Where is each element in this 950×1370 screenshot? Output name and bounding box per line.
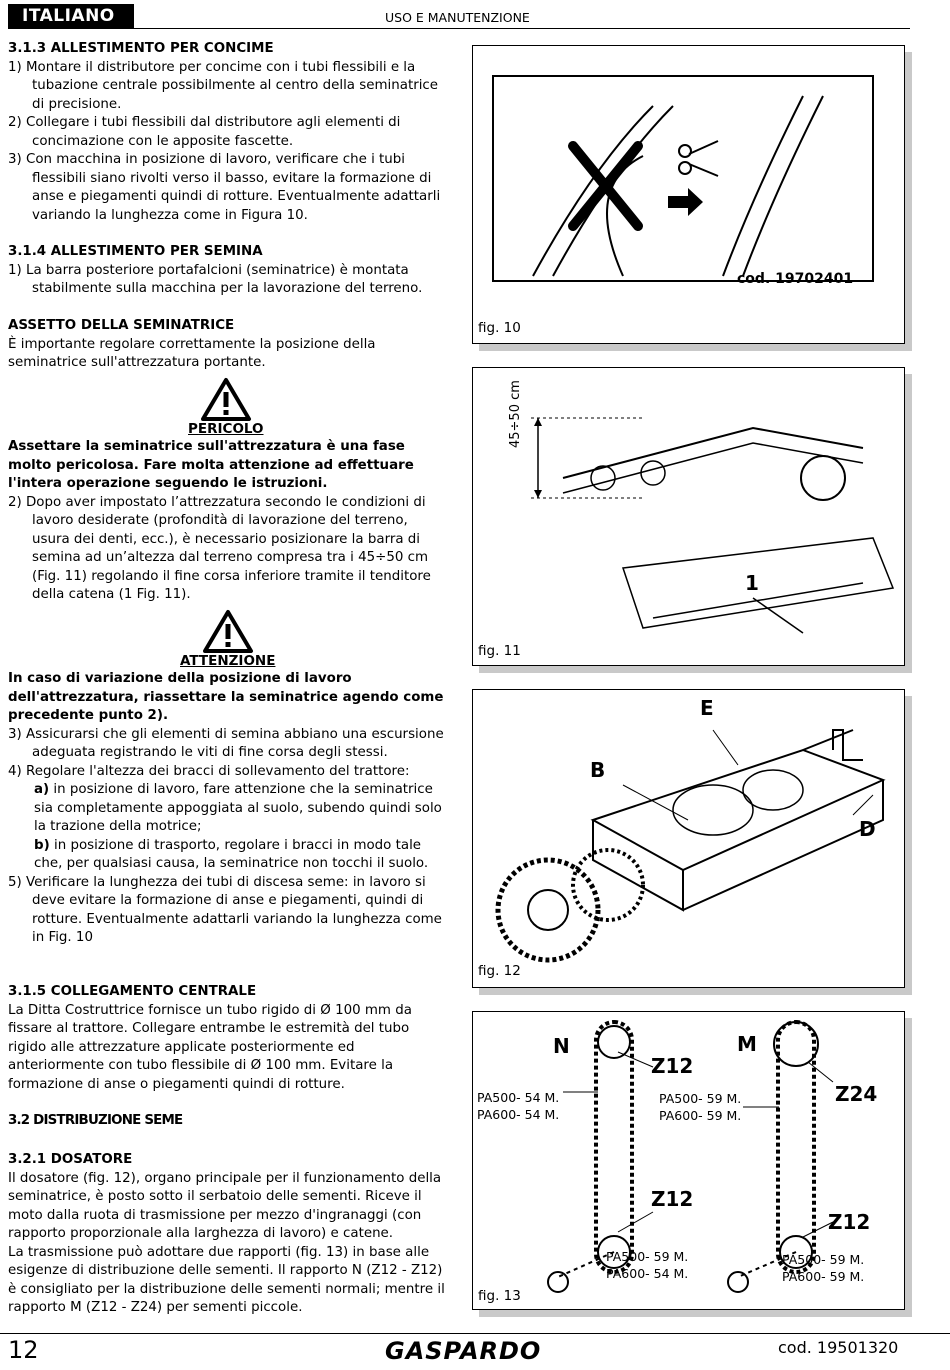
paragraph: 2) Collegare i tubi flessibili dal distributore agli elementi di concimazione con le apposite fascette.	[8, 115, 401, 149]
length-label	[782, 1251, 864, 1285]
section-title: ASSETTO DELLA SEMINATRICE	[8, 318, 235, 333]
warning-triangle-icon	[202, 609, 254, 654]
seed-bar-height-illustration	[473, 368, 904, 665]
length-label: PA500- 59 M.	[659, 1091, 742, 1106]
figure-code: cod. 19702401	[737, 271, 854, 287]
callout-e: E	[700, 696, 714, 720]
paragraph: 5) Verificare la lunghezza dei tubi di discesa seme: in lavoro si deve evitare la formazione di anse e piegamenti, quindi di rotture. Eventualmente adattarli variando la lunghezza come in Fig. 10	[8, 874, 442, 945]
section-3-2	[8, 1112, 448, 1131]
section-title: 3.2.1 DOSATORE	[8, 1152, 133, 1167]
ratio-n-label: N	[553, 1034, 570, 1058]
section-title: 3.2 DISTRIBUZIONE SEME	[8, 1113, 183, 1128]
brand-logo: GASPARDO	[385, 1337, 542, 1365]
figure-label: fig. 11	[478, 643, 521, 659]
seed-metering-unit-illustration	[473, 690, 904, 987]
paragraph: 3) Assicurarsi che gli elementi di semina abbiano una escursione adeguata registrando le viti di fine corsa degli stessi.	[8, 726, 444, 760]
warning-text: In caso di variazione della posizione di lavoro dell'attrezzatura, riassettare la seminatrice agendo come precedente punto 2).	[8, 671, 444, 723]
attenzione-block	[8, 670, 448, 948]
paragraph: È importante regolare correttamente la posizione della seminatrice sull'attrezzatura portante.	[8, 336, 376, 370]
pericolo-block	[8, 438, 448, 605]
length-label: PA500- 54 M.	[477, 1090, 560, 1105]
seed-tube-illustration	[473, 46, 904, 343]
gear-label: Z12	[651, 1054, 694, 1078]
item-text: in posizione di lavoro, fare attenzione che la seminatrice sia completamente appoggiata al suolo, subendo quindi solo la trazione della motrice;	[34, 782, 442, 834]
figure-12	[472, 689, 905, 988]
length-label: PA600- 54 M.	[477, 1107, 560, 1122]
item-label: a)	[34, 782, 50, 797]
paragraph	[8, 837, 448, 874]
length-label	[659, 1090, 741, 1124]
page-number: 12	[8, 1336, 39, 1364]
figure-10	[472, 45, 905, 344]
paragraph: 1) La barra posteriore portafalcioni (seminatrice) è montata stabilmente sulla macchina per la lavorazione del terreno.	[8, 262, 423, 296]
dimension-label: 45÷50 cm	[508, 380, 523, 448]
section-title: 3.1.4 ALLESTIMENTO PER SEMINA	[8, 244, 263, 259]
paragraph: La trasmissione può adottare due rapporti (fig. 13) in base alle esigenze di distribuzione delle sementi. Il rapporto N (Z12 - Z12) è consigliato per la distribuzione delle sementi normali; mentre il rapporto M (Z12 - Z24) per sementi piccole.	[8, 1244, 445, 1315]
section-3-1-5	[8, 983, 448, 1094]
ratio-m-label: M	[737, 1032, 757, 1056]
header-divider	[8, 28, 910, 29]
length-label	[606, 1248, 688, 1282]
length-label: PA600- 59 M.	[782, 1269, 865, 1284]
header-title: USO E MANUTENZIONE	[385, 10, 530, 25]
length-label	[477, 1089, 559, 1123]
length-label: PA500- 59 M.	[782, 1252, 865, 1267]
warning-text: Assettare la seminatrice sull'attrezzatura è una fase molto pericolosa. Fare molta attenzione ad effettuare l'intera operazione seguendo le istruzioni.	[8, 439, 414, 491]
paragraph: 2) Dopo aver impostato l’attrezzatura secondo le condizioni di lavoro desiderate (profondità di lavorazione del terreno, usura dei denti, ecc.), è necessario posizionare la barra di semina ad un’altezza dal terreno compresa tra i 45÷50 cm (Fig. 11) regolando il fine corsa inferiore tramite il tenditore della catena (1 Fig. 11).	[8, 494, 431, 602]
figure-label: fig. 13	[478, 1288, 521, 1304]
figure-label: fig. 12	[478, 963, 521, 979]
section-assetto	[8, 317, 448, 373]
gear-label: Z12	[651, 1187, 694, 1211]
paragraph	[8, 781, 448, 837]
item-label: b)	[34, 837, 50, 853]
language-badge: ITALIANO	[8, 4, 134, 28]
length-label: PA600- 59 M.	[659, 1108, 742, 1123]
item-text: in posizione di trasporto, regolare i bracci in modo tale che, per qualsiasi causa, la seminatrice non tocchi il suolo.	[34, 837, 429, 871]
section-3-2-1	[8, 1151, 448, 1318]
gear-label: Z12	[828, 1210, 871, 1234]
attenzione-label: ATTENZIONE	[180, 653, 276, 669]
footer-divider	[0, 1333, 950, 1334]
section-3-1-4	[8, 243, 448, 299]
figure-11	[472, 367, 905, 666]
paragraph: 4) Regolare l'altezza dei bracci di sollevamento del trattore:	[8, 763, 410, 779]
section-title: 3.1.5 COLLEGAMENTO CENTRALE	[8, 984, 257, 999]
paragraph: 1) Montare il distributore per concime con i tubi flessibili e la tubazione centrale possibilmente al centro della seminatrice di precisione.	[8, 59, 439, 112]
figure-13	[472, 1011, 905, 1310]
document-code: cod. 19501320	[778, 1338, 899, 1357]
length-label: PA500- 59 M.	[606, 1249, 689, 1264]
figure-label: fig. 10	[478, 320, 521, 336]
warning-triangle-icon	[200, 377, 252, 422]
gear-label: Z24	[835, 1082, 878, 1106]
section-title: 3.1.3 ALLESTIMENTO PER CONCIME	[8, 41, 274, 56]
callout-1: 1	[745, 571, 759, 595]
callout-b: B	[590, 758, 606, 782]
section-3-1-3	[8, 40, 448, 225]
paragraph: La Ditta Costruttrice fornisce un tubo rigido di Ø 100 mm da fissare al trattore. Collegare entrambe le estremità del tubo rigido alle attrezzature applicate posteriormente ed anteriormente con tubo flessibile di Ø 100 mm. Evitare la formazione di anse o piegamenti quindi di rotture.	[8, 1002, 412, 1092]
callout-d: D	[859, 817, 876, 841]
paragraph: Il dosatore (fig. 12), organo principale per il funzionamento della seminatrice, è posto sotto il serbatoio delle sementi. Riceve il moto dalla ruota di trasmissione per mezzo d'ingranaggi (con rapporto proporzionale alla larghezza di lavoro) e catene.	[8, 1170, 442, 1241]
length-label: PA600- 54 M.	[606, 1266, 689, 1281]
paragraph: 3) Con macchina in posizione di lavoro, verificare che i tubi flessibili siano rivolti verso il basso, evitare la formazione di anse e piegamenti quindi di rotture. Eventualmente adattarli variando la lunghezza come in Figura 10.	[8, 152, 441, 223]
pericolo-label: PERICOLO	[188, 421, 264, 437]
